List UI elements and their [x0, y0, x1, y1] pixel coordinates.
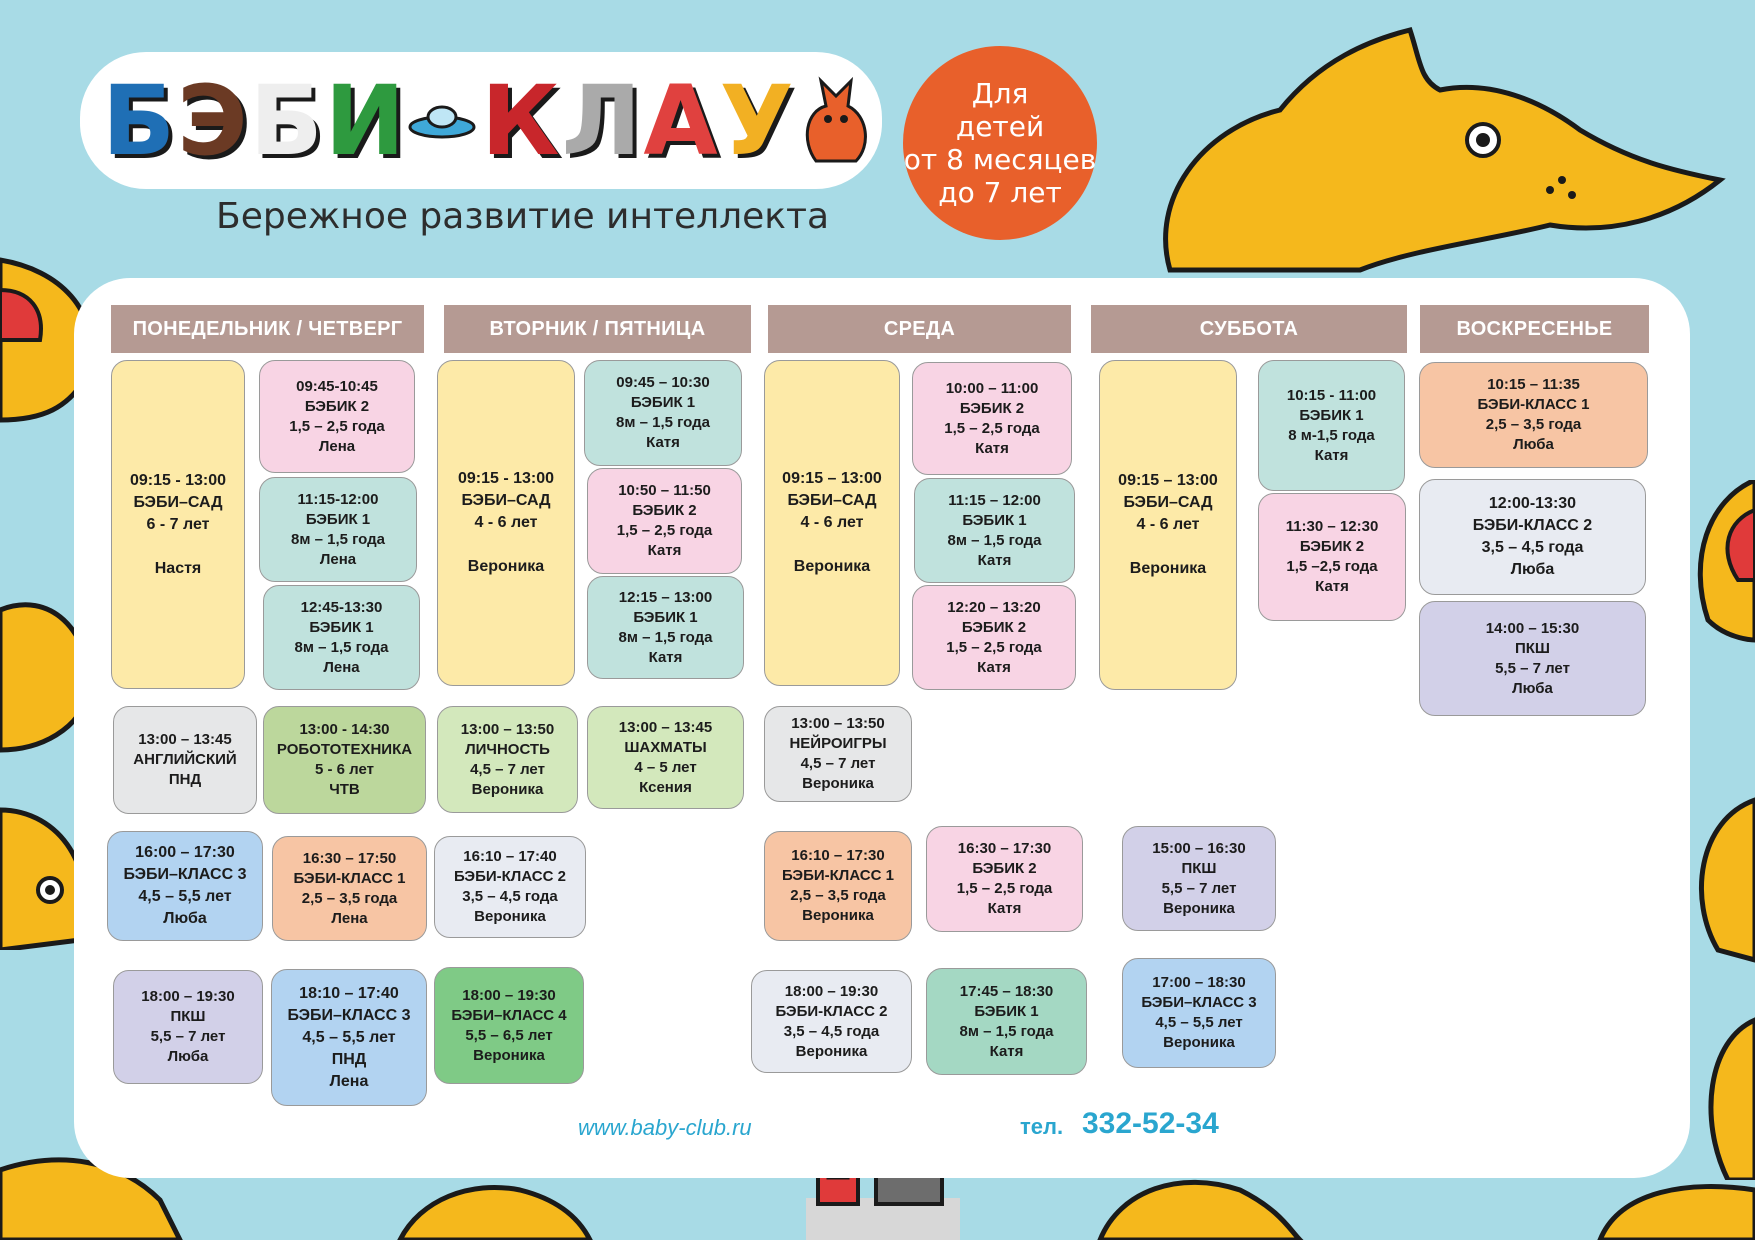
class-teacher: Катя	[647, 542, 682, 559]
class-teacher: Ксения	[639, 778, 692, 796]
class-title: БЭБИ-КЛАСС 1	[1477, 396, 1590, 413]
class-card[interactable]	[1122, 826, 1276, 931]
logo-letter: И	[324, 64, 404, 177]
class-time: 13:00 – 13:45	[618, 718, 713, 736]
class-age: 4 – 5 лет	[634, 758, 697, 776]
class-teacher: Вероника	[471, 780, 544, 798]
class-title: ПКШ	[170, 1008, 206, 1025]
class-title: АНГЛИЙСКИЙ	[133, 751, 237, 768]
class-title: БЭБИК 2	[972, 860, 1037, 877]
class-age: 5,5 – 7 лет	[1161, 879, 1237, 897]
class-card[interactable]	[434, 836, 586, 938]
class-title: БЭБИ–КЛАСС 3	[123, 866, 247, 883]
class-card[interactable]	[1419, 479, 1646, 595]
class-card[interactable]	[111, 360, 245, 689]
class-age: 8м – 1,5 года	[618, 628, 713, 646]
class-card[interactable]	[272, 836, 427, 941]
class-time: 11:15-12:00	[297, 490, 379, 508]
class-time: 18:00 – 19:30	[141, 988, 235, 1005]
class-time: 18:10 – 17:40	[299, 984, 399, 1002]
class-teacher: Люба	[1510, 561, 1555, 578]
class-title: БЭБИ-КЛАСС 2	[775, 1002, 888, 1020]
class-teacher: Вероника	[795, 1042, 868, 1060]
class-title: БЭБИК 2	[1299, 538, 1365, 555]
class-time: 13:00 – 13:45	[138, 731, 232, 748]
class-age: 6 - 7 лет	[146, 515, 210, 533]
class-teacher: Лена	[318, 437, 356, 455]
class-age: 2,5 – 3,5 года	[1485, 416, 1582, 433]
class-time: 09:15 - 13:00	[129, 471, 227, 489]
class-time: 13:00 - 14:30	[299, 721, 390, 738]
class-age: 4,5 – 5,5 лет	[302, 1028, 396, 1046]
class-teacher: Катя	[987, 900, 1022, 917]
logo	[86, 58, 876, 183]
class-card[interactable]	[587, 576, 744, 679]
squirrel-icon	[796, 71, 876, 171]
class-teacher: Катя	[1315, 578, 1349, 595]
class-age: 1,5 – 2,5 года	[946, 638, 1042, 656]
class-title: ПКШ	[1181, 859, 1217, 877]
age-badge	[903, 46, 1097, 240]
class-time: 18:00 – 19:30	[462, 986, 556, 1004]
class-age: 4,5 – 7 лет	[470, 760, 545, 778]
class-title: БЭБИК 1	[974, 1002, 1039, 1020]
day-header-tue-fri: ВТОРНИК / ПЯТНИЦА	[444, 305, 751, 353]
class-card[interactable]	[914, 478, 1075, 583]
class-title: БЭБИК 2	[959, 399, 1025, 417]
logo-letter: Б	[249, 64, 321, 177]
class-time: 10:50 – 11:50	[618, 482, 711, 499]
class-time: 12:45-13:30	[300, 598, 383, 616]
age-badge-line: детей	[955, 110, 1045, 143]
class-title: БЭБИ–САД	[133, 493, 223, 511]
logo-letter: К	[481, 64, 558, 177]
class-teacher: Вероника	[802, 907, 874, 924]
class-time: 12:15 – 13:00	[618, 588, 713, 606]
class-age: 2,5 – 3,5 года	[790, 887, 886, 904]
class-title: БЭБИ–САД	[787, 492, 877, 509]
class-time: 14:00 – 15:30	[1485, 619, 1580, 637]
class-card[interactable]	[926, 968, 1087, 1075]
day-header-wed: СРЕДА	[768, 305, 1071, 353]
class-card[interactable]	[259, 360, 415, 473]
class-teacher: Люба	[167, 1048, 209, 1065]
class-card[interactable]	[263, 585, 420, 690]
class-title: БЭБИК 2	[961, 618, 1027, 636]
class-time: 18:00 – 19:30	[784, 982, 879, 1000]
class-age: 1,5 – 2,5 года	[289, 417, 385, 435]
website-link[interactable]: www.baby-club.ru	[578, 1115, 752, 1140]
ufo-icon	[407, 101, 477, 141]
class-card[interactable]	[1258, 493, 1406, 621]
age-badge-line: Для	[971, 77, 1029, 110]
class-age: 8м – 1,5 года	[615, 414, 710, 431]
class-title: БЭБИ-КЛАСС 2	[1472, 517, 1593, 534]
class-time: 09:45-10:45	[296, 377, 378, 395]
class-teacher: Катя	[989, 1042, 1024, 1060]
class-teacher: Лена	[323, 658, 360, 676]
day-header-mon-thu: ПОНЕДЕЛЬНИК / ЧЕТВЕРГ	[111, 305, 424, 353]
class-age: 4,5 – 5,5 лет	[138, 888, 232, 905]
logo-letter: Э	[177, 64, 246, 177]
class-teacher: Катя	[646, 434, 680, 451]
class-age: 8м – 1,5 года	[947, 531, 1042, 549]
class-card[interactable]	[926, 826, 1083, 932]
class-time: 11:30 – 12:30	[1285, 518, 1379, 535]
class-card[interactable]	[113, 970, 263, 1084]
class-teacher: Лена	[319, 550, 357, 568]
class-age: 3,5 – 4,5 года	[783, 1022, 880, 1040]
class-title: БЭБИК 2	[304, 397, 370, 415]
class-time: 16:00 – 17:30	[135, 844, 235, 861]
class-time: 09:15 – 13:00	[782, 470, 882, 487]
class-title: БЭБИ–КЛАСС 3	[1141, 994, 1257, 1011]
class-teacher: Лена	[329, 1072, 369, 1090]
class-age: 8 м-1,5 года	[1288, 426, 1375, 444]
class-title: БЭБИ-КЛАСС 1	[293, 869, 406, 887]
class-card[interactable]	[1419, 362, 1648, 468]
class-card[interactable]	[587, 468, 742, 574]
class-age: 5,5 – 7 лет	[150, 1028, 226, 1045]
class-title: ЛИЧНОСТЬ	[465, 740, 550, 758]
class-age: 1,5 – 2,5 года	[616, 522, 713, 539]
class-card[interactable]	[1258, 360, 1405, 491]
class-title: БЭБИ–САД	[461, 492, 551, 509]
class-teacher: Вероника	[1129, 560, 1207, 577]
class-title: БЭБИК 1	[630, 394, 696, 411]
class-title: БЭБИК 1	[309, 618, 374, 636]
class-title: БЭБИ-КЛАСС 2	[454, 868, 566, 885]
class-age: 5,5 – 7 лет	[1495, 659, 1570, 677]
age-badge-line: до 7 лет	[938, 176, 1062, 209]
class-time: 16:30 – 17:30	[957, 840, 1052, 857]
class-card[interactable]	[107, 831, 263, 941]
class-teacher: Вероника	[793, 558, 871, 575]
class-card[interactable]	[259, 477, 417, 582]
class-title: БЭБИК 1	[633, 608, 698, 626]
class-teacher: Люба	[1513, 436, 1554, 453]
class-card[interactable]	[764, 706, 912, 802]
class-teacher: Катя	[1314, 446, 1349, 464]
class-teacher: Катя	[977, 658, 1011, 676]
class-age: 3,5 – 4,5 года	[1481, 539, 1584, 556]
class-day: ПНД	[168, 771, 202, 788]
class-title: БЭБИК 2	[632, 502, 697, 519]
age-badge-line: от 8 месяцев	[903, 143, 1097, 176]
class-time: 17:00 – 18:30	[1152, 974, 1246, 991]
class-teacher: Вероника	[802, 775, 874, 792]
class-day: ЧТВ	[329, 781, 360, 798]
class-day: ПНД	[331, 1050, 367, 1068]
class-time: 10:15 – 11:35	[1487, 376, 1580, 393]
class-age: 4 - 6 лет	[800, 514, 864, 531]
class-time: 09:45 – 10:30	[616, 374, 710, 391]
phone-label: тел.	[1020, 1114, 1064, 1139]
class-card[interactable]	[584, 360, 742, 466]
class-title: БЭБИК 1	[305, 510, 371, 528]
class-card[interactable]	[912, 585, 1076, 690]
class-age: 5,5 – 6,5 лет	[465, 1026, 553, 1044]
class-age: 4 - 6 лет	[474, 514, 538, 531]
class-time: 09:15 - 13:00	[457, 470, 555, 487]
class-teacher: Вероника	[1163, 1034, 1235, 1051]
class-teacher: Катя	[975, 439, 1009, 457]
class-age: 3,5 – 4,5 года	[462, 888, 558, 905]
class-teacher: Катя	[648, 648, 683, 666]
class-title: БЭБИ-КЛАСС 1	[782, 867, 894, 884]
class-title: ПКШ	[1514, 639, 1550, 657]
class-time: 12:20 – 13:20	[947, 598, 1041, 616]
class-title: РОБОТОТЕХНИКА	[276, 741, 413, 758]
class-teacher: Люба	[163, 910, 207, 927]
class-teacher: Катя	[977, 551, 1012, 569]
class-age: 1,5 –2,5 года	[1286, 558, 1378, 575]
class-time: 17:45 – 18:30	[959, 982, 1054, 1000]
class-card[interactable]	[1099, 360, 1237, 690]
class-title: БЭБИК 1	[962, 511, 1027, 529]
class-title: БЭБИК 1	[1299, 406, 1364, 424]
class-card[interactable]	[764, 831, 912, 941]
class-card[interactable]	[587, 706, 744, 809]
logo-letter: Б	[102, 64, 174, 177]
class-age: 4 - 6 лет	[1136, 516, 1200, 533]
day-header-sat: СУББОТА	[1091, 305, 1407, 353]
class-age: 8м – 1,5 года	[294, 638, 389, 656]
class-time: 10:00 – 11:00	[945, 379, 1039, 397]
fox-illustration-right	[1688, 480, 1755, 1180]
class-age: 2,5 – 3,5 года	[301, 889, 398, 907]
class-teacher: Настя	[154, 559, 202, 577]
class-title: НЕЙРОИГРЫ	[789, 735, 887, 752]
class-title: БЭБИ–КЛАСС 4	[451, 1006, 567, 1024]
class-card[interactable]	[434, 967, 584, 1084]
phone-number[interactable]: 332-52-34	[1082, 1107, 1219, 1140]
class-time: 13:00 – 13:50	[791, 715, 885, 732]
class-card[interactable]	[437, 706, 578, 813]
class-time: 12:00-13:30	[1488, 495, 1577, 512]
class-teacher: Вероника	[1163, 899, 1235, 917]
class-age: 4,5 – 5,5 лет	[1155, 1014, 1243, 1031]
class-card[interactable]	[271, 969, 427, 1106]
class-card[interactable]	[1419, 601, 1646, 716]
class-card[interactable]	[751, 970, 912, 1073]
class-age: 4,5 – 7 лет	[800, 755, 876, 772]
fox-illustration-top-right	[1110, 20, 1750, 280]
class-teacher: Вероника	[467, 558, 545, 575]
class-age: 8м – 1,5 года	[959, 1022, 1054, 1040]
class-title: ШАХМАТЫ	[624, 738, 707, 756]
class-title: БЭБИ–САД	[1123, 494, 1213, 511]
class-card[interactable]	[764, 360, 900, 686]
class-time: 11:15 – 12:00	[948, 491, 1041, 509]
class-teacher: Люба	[1512, 679, 1553, 697]
logo-letter: Л	[561, 64, 640, 177]
class-time: 16:10 – 17:30	[791, 847, 885, 864]
class-time: 10:15 - 11:00	[1286, 386, 1377, 404]
class-time: 09:15 – 13:00	[1118, 472, 1218, 489]
class-age: 8м – 1,5 года	[290, 530, 385, 548]
tagline: Бережное развитие интеллекта	[216, 196, 830, 237]
logo-letter: А	[643, 64, 716, 177]
class-card[interactable]	[437, 360, 575, 686]
class-title: БЭБИ–КЛАСС 3	[287, 1006, 411, 1024]
class-age: 1,5 – 2,5 года	[956, 880, 1053, 897]
class-age: 5 - 6 лет	[314, 761, 374, 778]
class-card[interactable]	[912, 362, 1072, 475]
class-card[interactable]	[263, 706, 426, 814]
day-header-sun: ВОСКРЕСЕНЬЕ	[1420, 305, 1649, 353]
class-time: 16:10 – 17:40	[463, 848, 557, 865]
class-time: 15:00 – 16:30	[1152, 839, 1246, 857]
class-teacher: Вероника	[474, 908, 546, 925]
class-teacher: Лена	[331, 909, 368, 927]
class-time: 13:00 – 13:50	[460, 720, 555, 738]
class-age: 1,5 – 2,5 года	[944, 419, 1040, 437]
class-time: 16:30 – 17:50	[302, 849, 397, 867]
class-teacher: Вероника	[473, 1046, 545, 1064]
class-card[interactable]	[1122, 958, 1276, 1068]
logo-letter: У	[719, 64, 792, 177]
class-card[interactable]	[113, 706, 257, 814]
